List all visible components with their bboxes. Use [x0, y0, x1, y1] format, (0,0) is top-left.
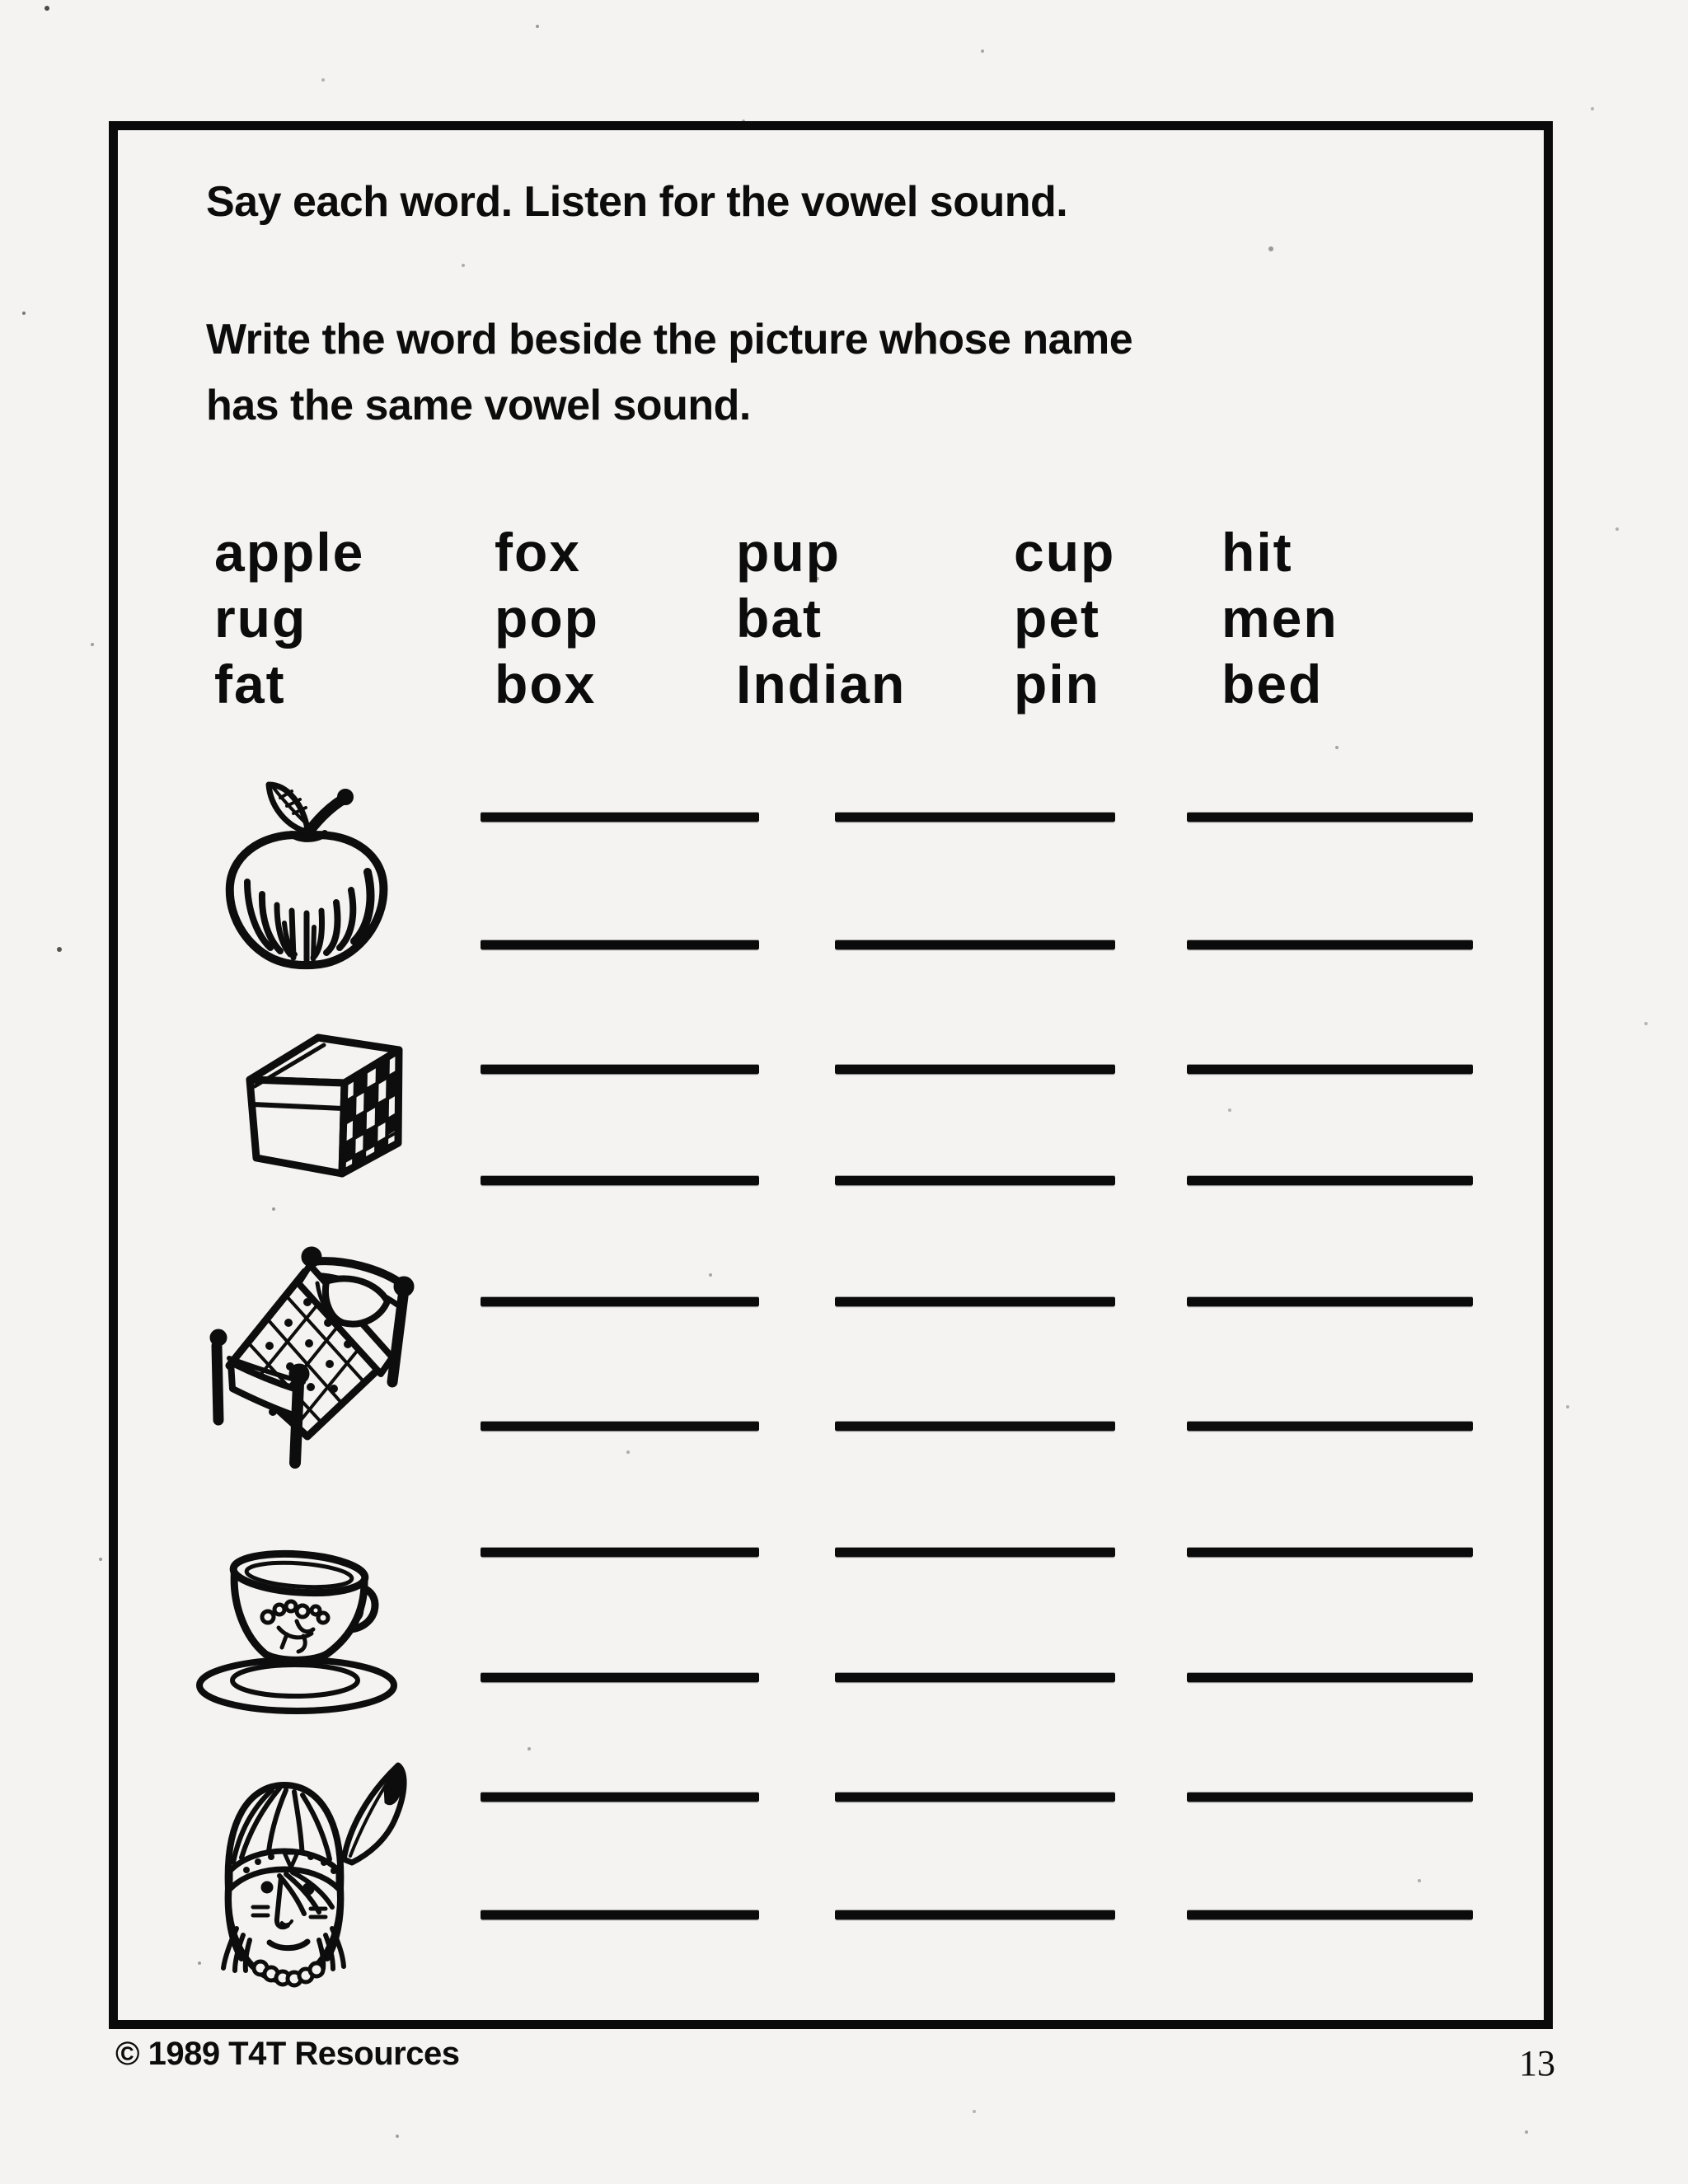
word-bank-word: hit: [1221, 522, 1293, 583]
word-bank-word: rug: [214, 588, 307, 649]
answer-line[interactable]: [481, 813, 759, 822]
answer-line[interactable]: [835, 1910, 1115, 1919]
instruction-block-2: [206, 307, 1132, 438]
word-bank-column-1: [214, 519, 364, 717]
answer-line[interactable]: [1187, 1673, 1473, 1682]
answer-line[interactable]: [835, 813, 1115, 822]
answer-line[interactable]: [1187, 1793, 1473, 1802]
answer-line[interactable]: [481, 1422, 759, 1431]
word-bank-word: bat: [736, 588, 823, 649]
word-bank-word: men: [1221, 588, 1339, 649]
answer-line[interactable]: [1187, 940, 1473, 949]
answer-line[interactable]: [835, 1548, 1115, 1557]
word-bank-word: fat: [214, 654, 286, 715]
word-bank-word: apple: [214, 522, 365, 583]
answer-line[interactable]: [1187, 1422, 1473, 1431]
answer-line[interactable]: [481, 1065, 759, 1074]
word-bank-word: bed: [1221, 654, 1324, 715]
word-bank-word: pup: [736, 522, 841, 583]
bed-picture: [165, 1232, 429, 1512]
page-number: 13: [1519, 2043, 1555, 2083]
scan-noise-specks: [0, 0, 3, 3]
indian-picture: [194, 1755, 424, 2015]
answer-line[interactable]: [1187, 1910, 1473, 1919]
answer-line[interactable]: [835, 1065, 1115, 1074]
answer-line[interactable]: [835, 1422, 1115, 1431]
answer-line[interactable]: [1187, 1297, 1473, 1306]
answer-line[interactable]: [1187, 813, 1473, 822]
word-bank-column-2: [495, 519, 599, 717]
instruction-line-2a: Write the word beside the picture whose name: [206, 316, 1133, 363]
word-bank-word: Indian: [736, 654, 907, 715]
answer-line[interactable]: [835, 1793, 1115, 1802]
answer-line[interactable]: [835, 1297, 1115, 1306]
word-bank-word: pet: [1014, 588, 1100, 649]
word-bank-word: box: [495, 654, 597, 715]
copyright-notice: © 1989 T4T Resources: [115, 2036, 460, 2072]
answer-line[interactable]: [1187, 1065, 1473, 1074]
answer-line[interactable]: [481, 1673, 759, 1682]
answer-line[interactable]: [835, 940, 1115, 949]
answer-line[interactable]: [1187, 1176, 1473, 1185]
word-bank-column-5: [1221, 519, 1339, 717]
word-bank-word: pop: [495, 588, 599, 649]
answer-line[interactable]: [481, 1910, 759, 1919]
apple-picture: [223, 775, 396, 972]
answer-line[interactable]: [481, 940, 759, 949]
answer-line[interactable]: [481, 1297, 759, 1306]
word-bank-column-3: [736, 519, 906, 717]
word-bank-word: fox: [495, 522, 581, 583]
answer-line[interactable]: [481, 1548, 759, 1557]
answer-line[interactable]: [481, 1176, 759, 1185]
word-bank-column-4: [1014, 519, 1115, 717]
word-bank-word: cup: [1014, 522, 1116, 583]
box-picture: [243, 1029, 412, 1185]
word-bank-word: pin: [1014, 654, 1100, 715]
answer-line[interactable]: [835, 1673, 1115, 1682]
instruction-line-2b: has the same vowel sound.: [206, 382, 751, 429]
answer-line[interactable]: [481, 1793, 759, 1802]
answer-line[interactable]: [835, 1176, 1115, 1185]
answer-line[interactable]: [1187, 1548, 1473, 1557]
cup-picture: [181, 1529, 412, 1722]
instruction-line-1: Say each word. Listen for the vowel sound.: [206, 178, 1068, 226]
